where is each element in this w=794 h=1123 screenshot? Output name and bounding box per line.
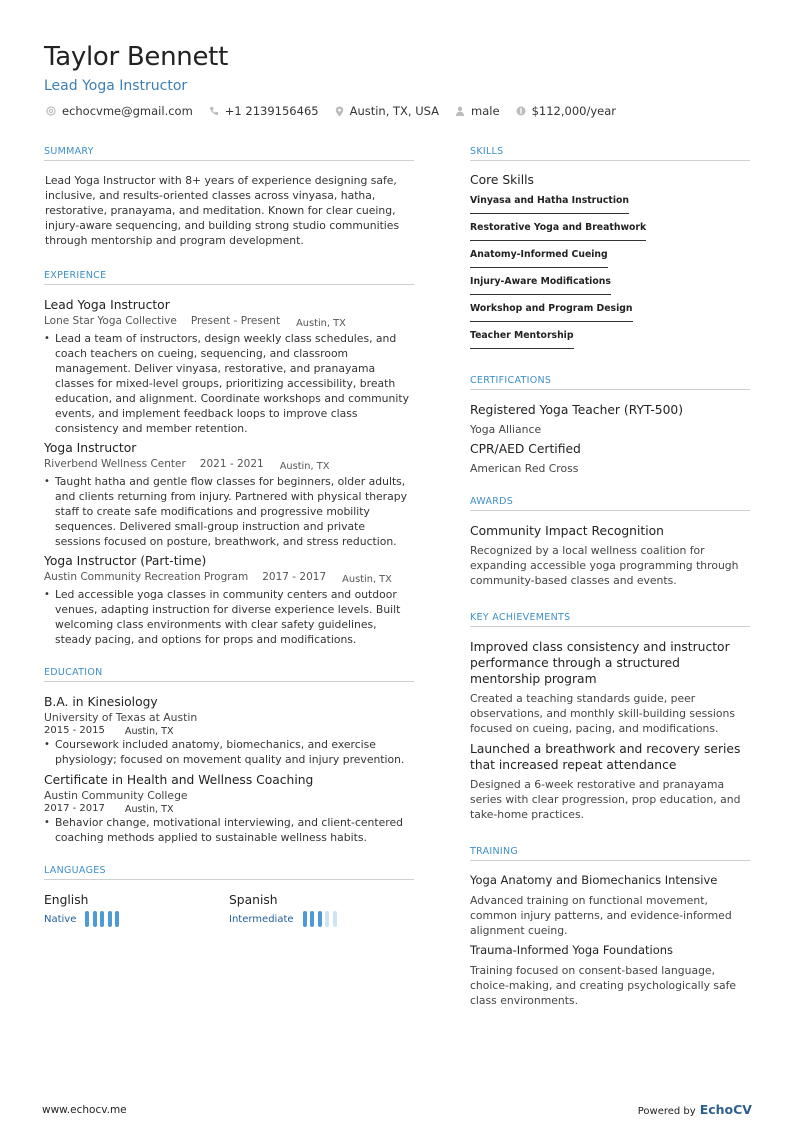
phone-icon <box>209 106 219 116</box>
section-title: SKILLS <box>470 146 750 161</box>
rating-bar <box>85 911 89 927</box>
education-bullet-text: Behavior change, motivational interviewing, and client-centered coaching methods applied to sustainable wellness habits. <box>55 816 403 844</box>
job-bullet <box>44 331 414 436</box>
language-level: Native <box>44 913 77 925</box>
job-bullet-text: Taught hatha and gentle flow classes for beginners, older adults, and clients returning from injury. Partnered with physical therapy staff to create safe modifications and progressive mobility sequences. Delivered small-group instruction and private sessions focused on posture, breathwork, and stress reduction. <box>55 475 407 548</box>
language-rating <box>303 911 341 927</box>
education-section <box>44 667 414 845</box>
rating-bar <box>108 911 112 927</box>
job-dates: 2021 - 2021 <box>199 458 264 470</box>
education-degree: Certificate in Health and Wellness Coaching <box>44 773 314 787</box>
certification-entry <box>470 402 750 437</box>
languages-section <box>44 865 414 927</box>
rating-bar <box>325 911 329 927</box>
job-dates: Present - Present <box>190 315 281 327</box>
language-row <box>229 911 414 927</box>
achievement-title: Launched a breathwork and recovery series that increased repeat attendance <box>470 742 741 772</box>
education-bullet-text: Coursework included anatomy, biomechanics, and exercise physiology; focused on movement quality and injury prevention. <box>55 738 405 766</box>
rating-bar <box>318 911 322 927</box>
education-dates: 2017 - 2017 <box>44 803 105 814</box>
section-title: KEY ACHIEVEMENTS <box>470 612 750 627</box>
education-degree: B.A. in Kinesiology <box>44 695 158 709</box>
contact-gender-text: male <box>471 104 500 118</box>
award-text: Recognized by a local wellness coalition for expanding accessible yoga programming through community-based classes and events. <box>470 544 739 587</box>
achievements-section <box>470 612 750 822</box>
at-icon <box>46 106 56 116</box>
education-location: Austin, TX <box>124 804 174 815</box>
summary-text: Lead Yoga Instructor with 8+ years of experience designing safe, inclusive, and results-oriented classes across vinyasa, hatha, restorative, pranayama, and meditation. Known for clear cueing, injury-aware sequencing, and building strong studio communities through mentorship and program development. <box>45 174 400 247</box>
skill-chip: Teacher Mentorship <box>470 328 574 349</box>
job-bullet-text: Lead a team of instructors, design weekly class schedules, and coach teachers on cueing, sequencing, and classroom management. Deliver vinyasa, restorative, and pranayama classes for mixed-level groups, prioritizing accessibility, breath education, and alignment. Coordinate workshops and community events, and implement feedback loops to improve class consistency and member retention. <box>55 332 409 435</box>
certification-entry <box>470 441 750 476</box>
contact-salary <box>516 104 616 118</box>
bullet-dot-icon: • <box>44 589 50 600</box>
certification-name: Registered Yoga Teacher (RYT-500) <box>470 403 684 417</box>
certification-issuer: Yoga Alliance <box>470 423 542 436</box>
certifications-section <box>470 375 750 476</box>
footer-powered-by[interactable] <box>638 1102 752 1117</box>
education-dates: 2015 - 2015 <box>44 725 105 736</box>
language-item <box>44 892 229 927</box>
contact-location <box>335 104 439 118</box>
language-name: English <box>44 893 89 907</box>
location-pin-icon <box>335 106 344 117</box>
bullet-dot-icon: • <box>44 817 50 828</box>
skill-group-title: Core Skills <box>470 173 534 187</box>
contact-bar <box>46 104 632 118</box>
footer-website-link[interactable]: www.echocv.me <box>42 1104 127 1116</box>
education-meta <box>44 803 414 814</box>
job-dates: 2017 - 2017 <box>262 571 327 583</box>
skill-chip: Injury-Aware Modifications <box>470 274 611 295</box>
section-title: EDUCATION <box>44 667 414 682</box>
certification-name: CPR/AED Certified <box>470 442 581 456</box>
language-list <box>44 892 414 927</box>
job-title: Lead Yoga Instructor <box>44 298 170 312</box>
job-location: Austin, TX <box>279 461 330 472</box>
job-entry <box>44 440 414 549</box>
training-text: Advanced training on functional movement, common injury patterns, and evidence-informed alignment cueing. <box>470 894 732 937</box>
language-row <box>44 911 229 927</box>
training-section <box>470 846 750 1008</box>
brand-logo: EchoCV <box>699 1102 752 1117</box>
achievement-text: Designed a 6-week restorative and pranayama series with clear progression, prop education, and take-home practices. <box>470 778 741 821</box>
section-title: EXPERIENCE <box>44 270 414 285</box>
achievement-text: Created a teaching standards guide, peer observations, and monthly skill-building sessions focused on cueing, pacing, and modifications. <box>470 692 735 735</box>
skill-chip: Restorative Yoga and Breathwork <box>470 220 646 241</box>
awards-section <box>470 496 750 588</box>
training-title: Trauma-Informed Yoga Foundations <box>470 943 674 957</box>
contact-phone-text: +1 2139156465 <box>224 104 319 118</box>
award-title: Community Impact Recognition <box>470 524 664 538</box>
right-column <box>470 146 750 1030</box>
section-title: SUMMARY <box>44 146 414 161</box>
job-company: Lone Star Yoga Collective <box>44 315 177 327</box>
skill-list <box>470 193 750 355</box>
education-school: University of Texas at Austin <box>44 711 198 724</box>
language-rating <box>85 911 123 927</box>
section-title: LANGUAGES <box>44 865 414 880</box>
skills-section <box>470 146 750 355</box>
job-title: Yoga Instructor <box>44 441 137 455</box>
contact-email[interactable] <box>46 104 193 118</box>
bullet-dot-icon: • <box>44 476 50 487</box>
training-text: Training focused on consent-based language, choice-making, and creating psychologically safe class environments. <box>470 964 737 1007</box>
section-title: TRAINING <box>470 846 750 861</box>
training-title: Yoga Anatomy and Biomechanics Intensive <box>470 873 718 887</box>
contact-gender <box>455 104 500 118</box>
candidate-title: Lead Yoga Instructor <box>44 78 188 94</box>
job-location: Austin, TX <box>342 574 392 585</box>
job-title: Yoga Instructor (Part-time) <box>44 554 207 568</box>
education-bullet <box>44 815 414 845</box>
education-school: Austin Community College <box>44 789 188 802</box>
job-entry <box>44 553 414 647</box>
bullet-dot-icon: • <box>44 739 50 750</box>
bullet-dot-icon: • <box>44 333 50 344</box>
person-icon <box>455 106 465 116</box>
education-bullet <box>44 737 414 767</box>
job-company: Riverbend Wellness Center <box>44 458 186 470</box>
rating-bar <box>100 911 104 927</box>
section-title: CERTIFICATIONS <box>470 375 750 390</box>
job-entry <box>44 297 414 436</box>
powered-by-label: Powered by <box>637 1106 696 1117</box>
skill-chip: Anatomy-Informed Cueing <box>470 247 608 268</box>
achievement-title: Improved class consistency and instructor performance through a structured mentorship program <box>470 640 730 686</box>
rating-bar <box>93 911 97 927</box>
language-name: Spanish <box>229 893 278 907</box>
contact-salary-text: $112,000/year <box>531 104 616 118</box>
left-column <box>44 146 414 949</box>
job-bullet <box>44 474 414 549</box>
rating-bar <box>310 911 314 927</box>
job-bullet-text: Led accessible yoga classes in community centers and outdoor venues, adapting instruction for diverse experience levels. Built welcoming class environments with clear safety guidelines, steady pacing, and options for props and modifications. <box>55 588 401 646</box>
rating-bar <box>303 911 307 927</box>
job-meta <box>44 571 414 583</box>
job-company: Austin Community Recreation Program <box>44 571 249 583</box>
education-meta <box>44 725 414 736</box>
contact-phone[interactable] <box>209 104 319 118</box>
job-bullet <box>44 587 414 647</box>
contact-location-text: Austin, TX, USA <box>349 104 440 118</box>
language-level: Intermediate <box>229 913 294 925</box>
contact-email-text: echocvme@gmail.com <box>62 104 193 118</box>
certification-issuer: American Red Cross <box>470 462 579 475</box>
rating-bar <box>115 911 119 927</box>
language-item <box>229 892 414 927</box>
skill-chip: Workshop and Program Design <box>470 301 633 322</box>
education-location: Austin, TX <box>124 726 174 737</box>
job-location: Austin, TX <box>296 318 346 329</box>
job-meta <box>44 315 414 327</box>
skill-chip: Vinyasa and Hatha Instruction <box>470 193 629 214</box>
education-entry <box>44 694 414 767</box>
salary-icon <box>516 106 526 116</box>
experience-section <box>44 270 414 647</box>
candidate-name: Taylor Bennett <box>44 42 228 72</box>
section-title: AWARDS <box>470 496 750 511</box>
summary-section <box>44 146 414 248</box>
education-entry <box>44 772 414 845</box>
job-meta <box>44 458 414 470</box>
rating-bar <box>333 911 337 927</box>
